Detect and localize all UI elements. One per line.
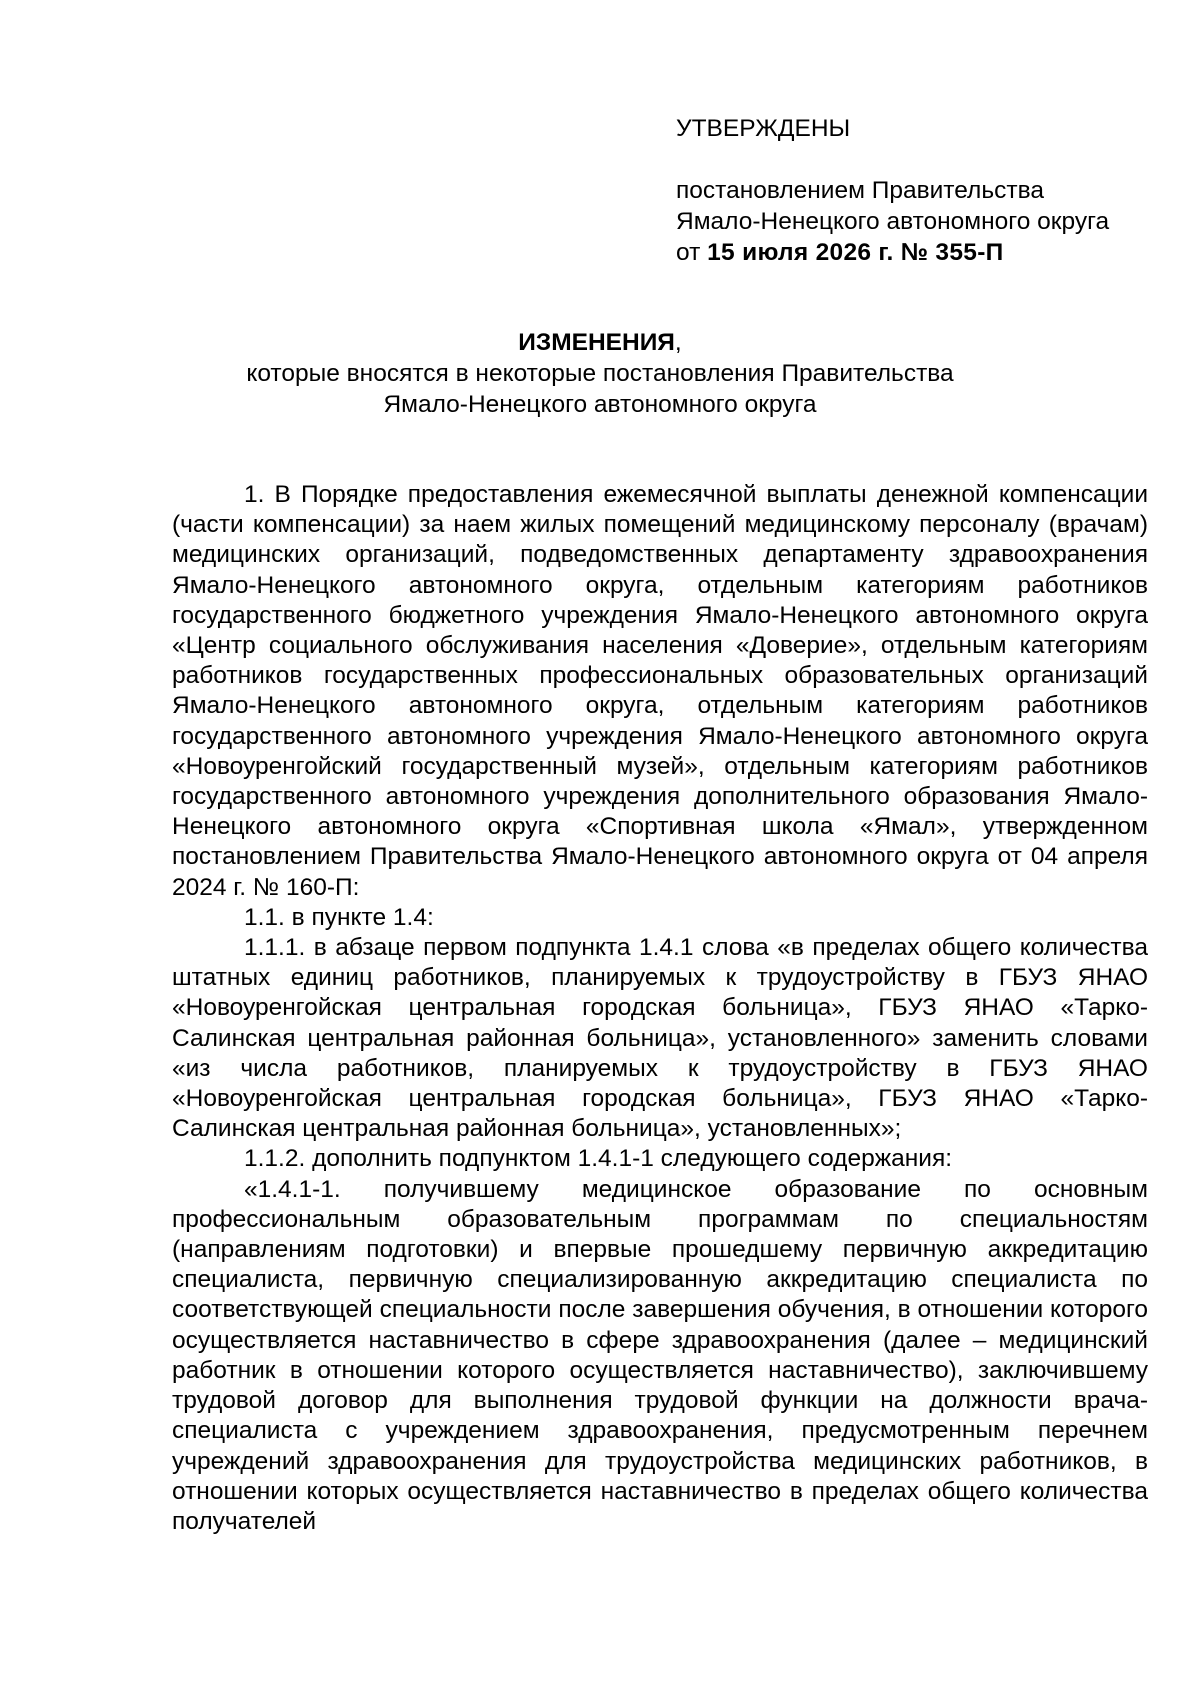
heading-title: ИЗМЕНЕНИЯ <box>518 329 675 356</box>
paragraph-1-1-1: 1.1.1. в абзаце первом подпункта 1.4.1 слова «в пределах общего количества штатных единиц работников, планируемых к трудоустройству в ГБУЗ ЯНАО «Новоуренгойская центральная городская больница», ГБУЗ ЯНАО «Тарко-Салинская центральная районная больница», установленного» заменить словами «из числа работников, планируемых к трудоустройству в ГБУЗ ЯНАО «Новоуренгойская центральная городская больница», ГБУЗ ЯНАО «Тарко-Салинская центральная районная больница», установленных»; <box>172 934 1148 1143</box>
approval-title: УТВЕРЖДЕНЫ <box>676 115 851 142</box>
approval-date-value: 15 июля 2026 г. № 355-П <box>707 239 1004 266</box>
heading-subtitle-1: которые вносятся в некоторые постановления Правительства <box>246 360 954 387</box>
heading-title-suffix: , <box>674 329 682 356</box>
approval-line-1: постановлением Правительства <box>676 177 1044 204</box>
approval-line-2: Ямало-Ненецкого автономного округа <box>676 208 1110 235</box>
paragraph-quoted-1-4-1-1: «1.4.1-1. получившему медицинское образование по основным профессиональным образовательным программам по специальностям (направлениям подготовки) и впервые прошедшему первичную аккредитацию специалиста, первичную специализированную аккредитацию специалиста по соответствующей специальности после завершения обучения, в отношении которого осуществляется наставничество в сфере здравоохранения (далее – медицинский работник в отношении которого осуществляется наставничество), заключившему трудовой договор для выполнения трудовой функции на должности врача-специалиста с учреждением здравоохранения, предусмотренным перечнем учреждений здравоохранения для трудоустройства медицинских работников, в отношении которых осуществляется наставничество в пределах общего количества получателей <box>172 1175 1148 1535</box>
paragraph-1-1: 1.1. в пункте 1.4: <box>244 903 434 931</box>
document-heading <box>0 327 1200 420</box>
heading-title-line <box>0 327 1200 358</box>
paragraph-1-1-2: 1.1.2. дополнить подпунктом 1.4.1-1 следующего содержания: <box>244 1145 953 1173</box>
approval-block <box>676 113 1156 268</box>
document-body <box>172 480 1148 1537</box>
approval-date-prefix: от <box>676 239 701 266</box>
paragraph-1: 1. В Порядке предоставления ежемесячной выплаты денежной компенсации (части компенсации) за наем жилых помещений медицинскому персоналу (врачам) медицинских организаций, подведомственных департаменту здравоохранения Ямало-Ненецкого автономного округа, отдельным категориям работников государственного бюджетного учреждения Ямало-Ненецкого автономного округа «Центр социального обслуживания населения «Доверие», отдельным категориям работников государственных профессиональных образовательных организаций Ямало-Ненецкого автономного округа, отдельным категориям работников государственного автономного учреждения Ямало-Ненецкого автономного округа «Новоуренгойский государственный музей», отдельным категориям работников государственного автономного учреждения дополнительного образования Ямало-Ненецкого автономного округа «Спортивная школа «Ямал», утвержденном постановлением Правительства Ямало-Ненецкого автономного округа от 04 апреля 2024 г. № 160-П: <box>172 481 1148 901</box>
approval-date-line <box>676 237 1156 268</box>
heading-subtitle-2: Ямало-Ненецкого автономного округа <box>383 391 817 418</box>
